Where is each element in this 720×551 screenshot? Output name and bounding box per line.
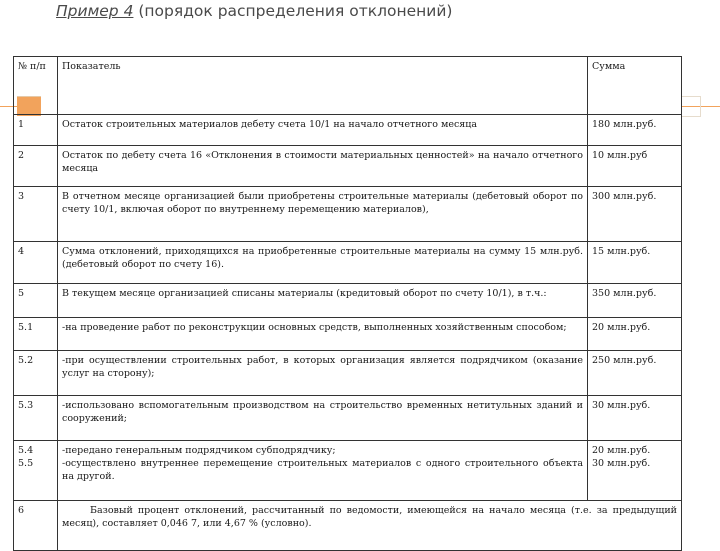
header-number: № п/п — [14, 57, 58, 115]
row-indicator — [58, 441, 588, 501]
row-sum: 250 млн.руб. — [588, 351, 682, 396]
row-number: 6 — [14, 501, 58, 551]
table-row — [14, 351, 682, 396]
table-row — [14, 284, 682, 318]
page-title — [56, 2, 452, 20]
row-indicator-b: -осуществлено внутреннее перемещение строительных материалов с одного строительного объекта на другой. — [62, 458, 583, 482]
row-indicator: -на проведение работ по реконструкции основных средств, выполненных хозяйственным способом; — [58, 318, 588, 351]
row-indicator-a: -передано генеральным подрядчиком субподрядчику; — [62, 445, 336, 456]
title-example-label: Пример 4 — [56, 2, 134, 20]
row-number-b: 5.5 — [18, 458, 34, 469]
row-sum: 20 млн.руб. — [588, 318, 682, 351]
header-indicator: Показатель — [58, 57, 588, 115]
table-row — [14, 115, 682, 146]
row-number: 3 — [14, 187, 58, 242]
table-row — [14, 396, 682, 441]
row-sum: 350 млн.руб. — [588, 284, 682, 318]
row-number: 1 — [14, 115, 58, 146]
row-number: 5 — [14, 284, 58, 318]
row-number — [14, 441, 58, 501]
row-indicator: В текущем месяце организацией списаны материалы (кредитовый оборот по счету 10/1), в т.ч.: — [58, 284, 588, 318]
row-indicator: В отчетном месяце организацией были приобретены строительные материалы (дебетовый оборот по счету 10/1, включая оборот по внутреннему перемещению материалов), — [58, 187, 588, 242]
table-row — [14, 242, 682, 284]
row-indicator: Базовый процент отклонений, рассчитанный по ведомости, имеющейся на начало месяца (т.е. за предыдущий месяц), составляет 0,046 7, или 4,67 % (условно). — [58, 501, 682, 551]
row-indicator: -при осуществлении строительных работ, в которых организация является подрядчиком (оказание услуг на сторону); — [58, 351, 588, 396]
table-row — [14, 441, 682, 501]
header-sum: Сумма — [588, 57, 682, 115]
table-header-row — [14, 57, 682, 115]
row-number: 5.2 — [14, 351, 58, 396]
row-number-a: 5.4 — [18, 445, 34, 456]
row-number: 2 — [14, 146, 58, 187]
table-row — [14, 187, 682, 242]
row-indicator: -использовано вспомогательным производством на строительство временных нетитульных зданий и сооружений; — [58, 396, 588, 441]
row-indicator: Остаток по дебету счета 16 «Отклонения в стоимости материальных ценностей» на начало отчетного месяца — [58, 146, 588, 187]
table-row — [14, 318, 682, 351]
row-indicator: Сумма отклонений, приходящихся на приобретенные строительные материалы на сумму 15 млн.руб. (дебетовый оборот по счету 16). — [58, 242, 588, 284]
title-caption: (порядок распределения отклонений) — [138, 2, 453, 20]
row-sum: 30 млн.руб. — [588, 396, 682, 441]
decor-pale-square — [681, 96, 701, 117]
row-sum: 300 млн.руб. — [588, 187, 682, 242]
row-sum: 180 млн.руб. — [588, 115, 682, 146]
deviation-table — [13, 56, 682, 551]
row-indicator: Остаток строительных материалов дебету счета 10/1 на начало отчетного месяца — [58, 115, 588, 146]
table-row — [14, 501, 682, 551]
row-sum-b: 30 млн.руб. — [592, 458, 651, 469]
row-sum: 10 млн.руб — [588, 146, 682, 187]
row-sum-a: 20 млн.руб. — [592, 445, 651, 456]
row-number: 5.3 — [14, 396, 58, 441]
table-row — [14, 146, 682, 187]
row-number: 4 — [14, 242, 58, 284]
row-sum — [588, 441, 682, 501]
row-number: 5.1 — [14, 318, 58, 351]
row-sum: 15 млн.руб. — [588, 242, 682, 284]
